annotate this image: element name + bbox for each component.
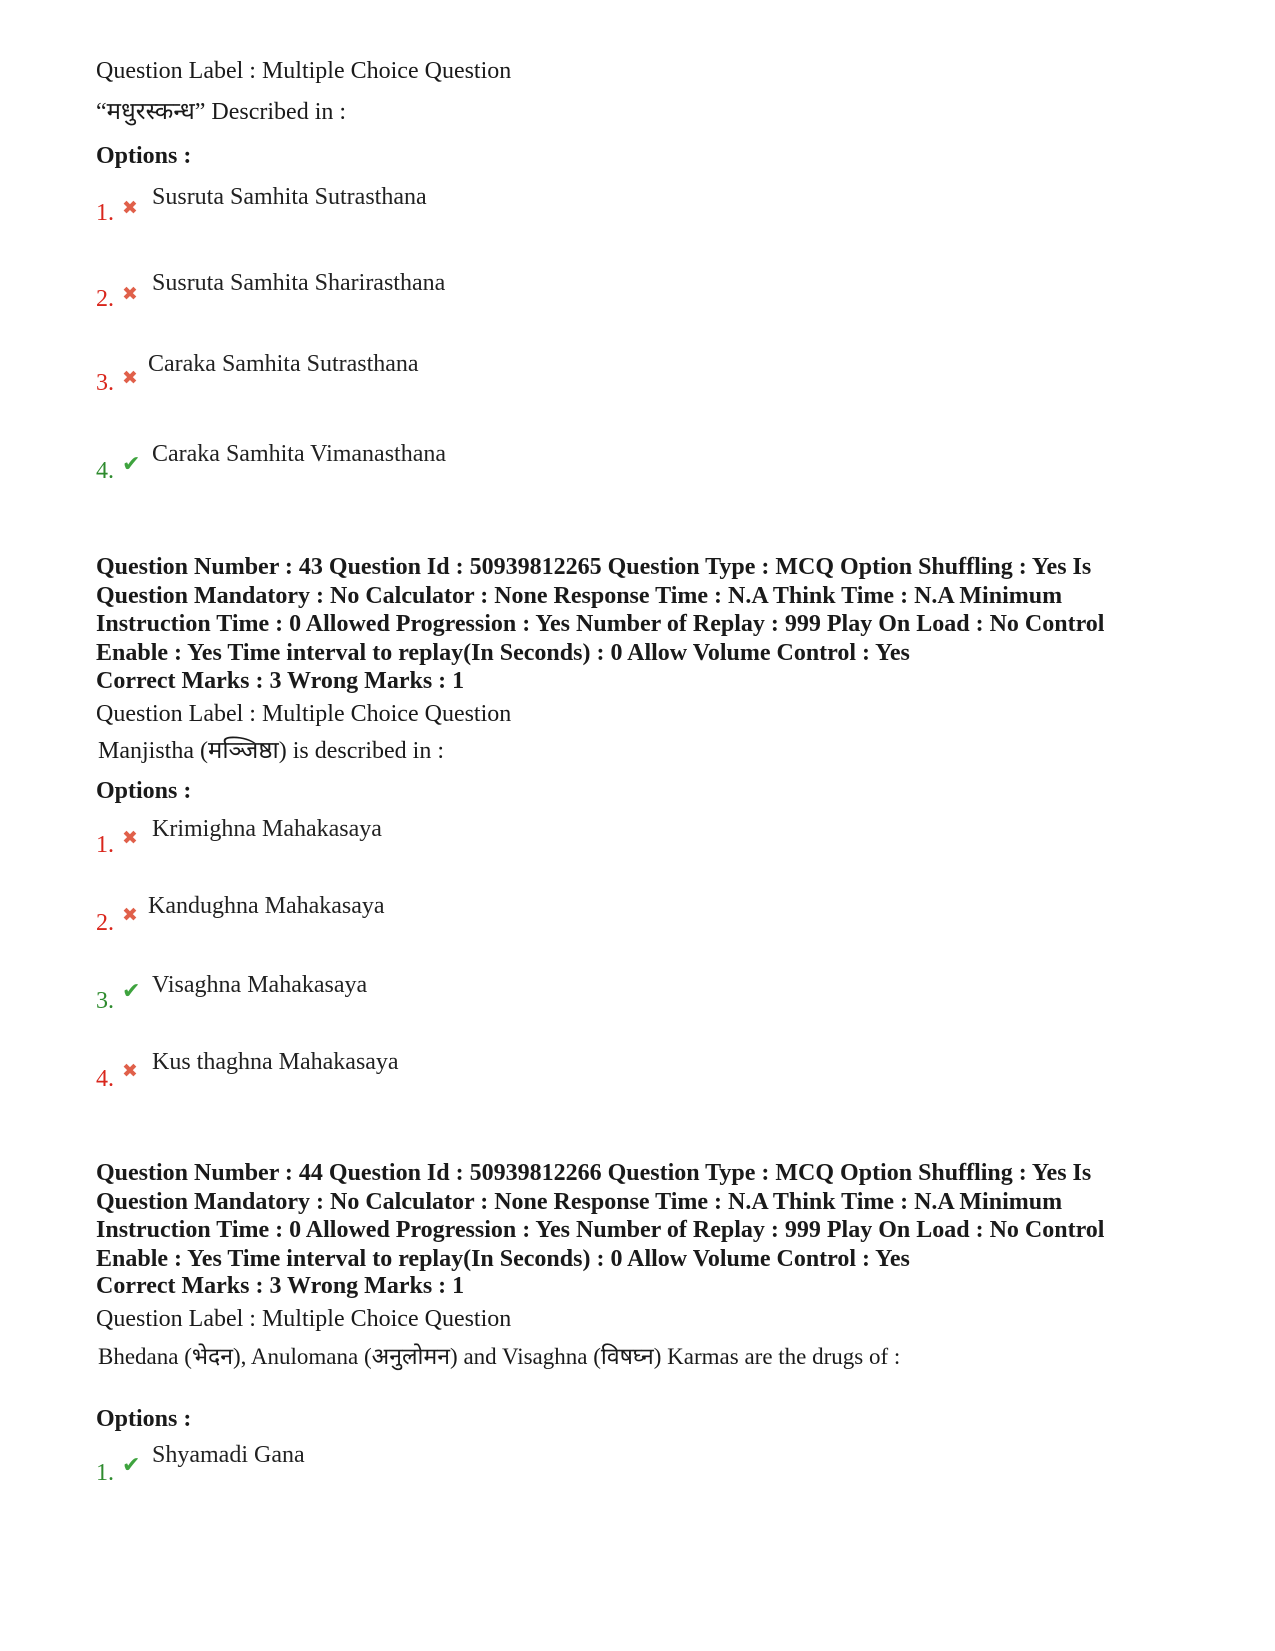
check-icon: ✔ <box>122 452 141 477</box>
option-number: 3. <box>96 370 114 396</box>
option-4 <box>96 440 696 484</box>
option-number: 3. <box>96 988 114 1014</box>
options-title: Options : <box>96 778 192 804</box>
question-label: Question Label : Multiple Choice Question <box>96 1306 512 1332</box>
options-title: Options : <box>96 1406 192 1432</box>
check-icon: ✔ <box>122 979 141 1004</box>
option-text: Kandughna Mahakasaya <box>148 893 385 919</box>
option-number: 1. <box>96 1460 114 1486</box>
cross-icon: ✖ <box>122 904 138 926</box>
question-text: “मधुरस्कन्ध” Described in : <box>96 99 347 125</box>
option-1 <box>96 815 696 858</box>
option-text: Susruta Samhita Sutrasthana <box>152 184 427 210</box>
question-meta: Question Number : 43 Question Id : 50939812265 Question Type : MCQ Option Shuffling : Yes Is Question Mandatory : No Calculator : None Response Time : N.A Think Time : N.A Minimum Instruction Time : 0 Allowed Progression : Yes Number of Replay : 999 Play On Load : No Control Enable : Yes Time interval to replay(In Seconds) : 0 Allow Volume Control : Yes <box>96 554 1105 666</box>
option-number: 2. <box>96 910 114 936</box>
option-text: Caraka Samhita Sutrasthana <box>148 351 419 377</box>
option-1 <box>96 183 696 226</box>
option-1 <box>96 1441 696 1486</box>
question-text: Bhedana (भेदन), Anulomana (अनुलोमन) and Visaghna (विषघ्न) Karmas are the drugs of : <box>98 1344 901 1369</box>
option-number: 4. <box>96 1066 114 1092</box>
marks-line: Correct Marks : 3 Wrong Marks : 1 <box>96 1273 465 1299</box>
option-text: Susruta Samhita Sharirasthana <box>152 270 446 296</box>
option-number: 4. <box>96 458 114 484</box>
question-text: Manjistha (मञ्जिष्ठा) is described in : <box>98 738 445 764</box>
option-3 <box>96 350 696 396</box>
question-meta: Question Number : 44 Question Id : 50939812266 Question Type : MCQ Option Shuffling : Yes Is Question Mandatory : No Calculator : None Response Time : N.A Think Time : N.A Minimum Instruction Time : 0 Allowed Progression : Yes Number of Replay : 999 Play On Load : No Control Enable : Yes Time interval to replay(In Seconds) : 0 Allow Volume Control : Yes <box>96 1160 1105 1272</box>
cross-icon: ✖ <box>122 367 138 389</box>
option-3 <box>96 971 696 1014</box>
option-text: Caraka Samhita Vimanasthana <box>152 441 447 467</box>
cross-icon: ✖ <box>122 1060 138 1082</box>
cross-icon: ✖ <box>122 197 138 219</box>
option-text: Visaghna Mahakasaya <box>152 972 368 998</box>
option-text: Kus thaghna Mahakasaya <box>152 1049 399 1075</box>
option-4 <box>96 1048 696 1092</box>
option-2 <box>96 269 696 312</box>
check-icon: ✔ <box>122 1453 141 1478</box>
question-label: Question Label : Multiple Choice Question <box>96 58 512 84</box>
question-label: Question Label : Multiple Choice Question <box>96 701 512 727</box>
option-2 <box>96 892 696 936</box>
option-number: 2. <box>96 286 114 312</box>
cross-icon: ✖ <box>122 283 138 305</box>
cross-icon: ✖ <box>122 827 138 849</box>
options-title: Options : <box>96 143 192 169</box>
option-number: 1. <box>96 832 114 858</box>
option-number: 1. <box>96 200 114 226</box>
option-text: Krimighna Mahakasaya <box>152 816 382 842</box>
option-text: Shyamadi Gana <box>152 1442 305 1468</box>
marks-line: Correct Marks : 3 Wrong Marks : 1 <box>96 668 465 694</box>
